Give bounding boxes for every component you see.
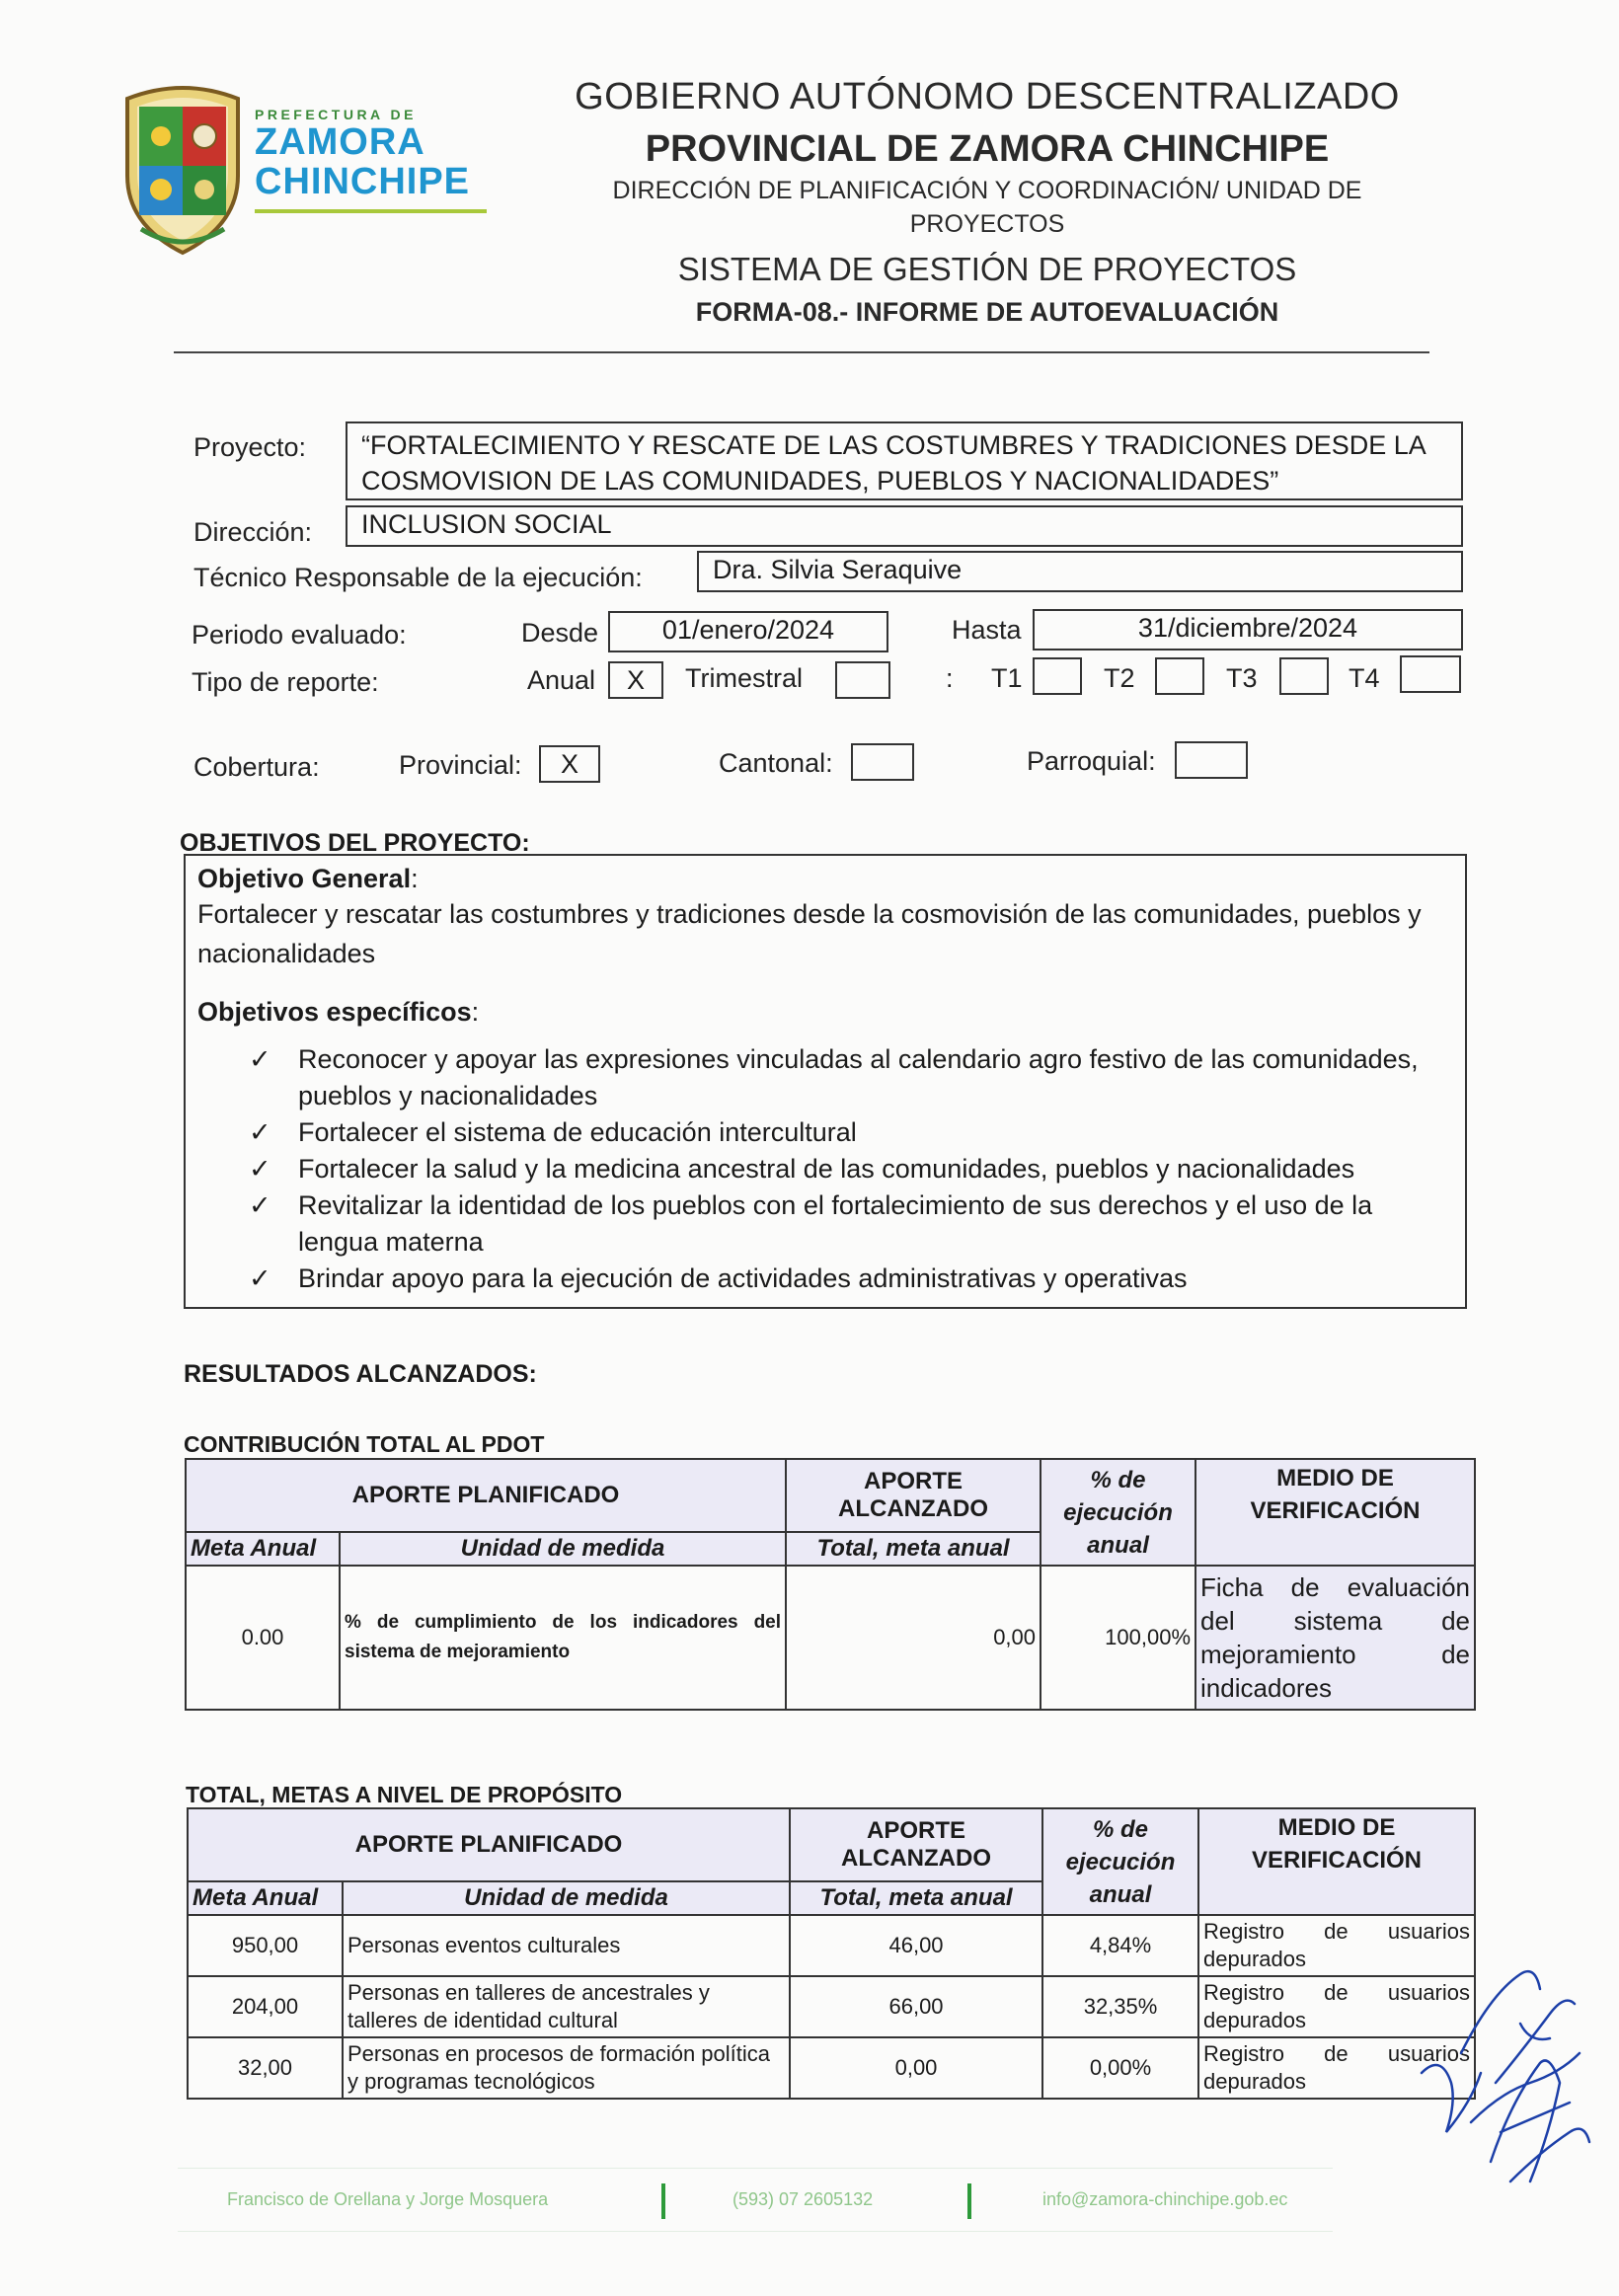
direccion-label: Dirección:	[193, 517, 313, 547]
parroquial-label: Parroquial:	[1027, 746, 1156, 776]
footer-email: info@zamora-chinchipe.gob.ec	[1042, 2189, 1288, 2209]
footer-separator	[661, 2183, 665, 2219]
aporte-alcanzado-header: APORTE ALCANZADO	[786, 1459, 1041, 1532]
meta-cell: 204,00	[188, 1976, 343, 2037]
pct-ejecucion-header	[1042, 1808, 1198, 1915]
brand-zamora: ZAMORA	[255, 121, 425, 163]
pct-header-line: ejecución	[1063, 1498, 1173, 1526]
list-item	[197, 1261, 1453, 1297]
proyecto-line-2: COSMOVISION DE LAS COMUNIDADES, PUEBLOS Y NACIONALIDADES”	[361, 466, 1279, 496]
meta-anual-header: Meta Anual	[188, 1881, 343, 1915]
proyecto-line-1: “FORTALECIMIENTO Y RESCATE DE LAS COSTUMBRES Y TRADICIONES DESDE LA	[361, 430, 1426, 460]
pdot-unidad-text: % de cumplimiento de los indicadores del sistema de mejoramiento	[345, 1612, 782, 1662]
tecnico-field: Dra. Silvia Seraquive	[697, 551, 1463, 592]
aporte-planificado-header: APORTE PLANIFICADO	[186, 1459, 786, 1532]
provincial-label: Provincial:	[399, 750, 522, 780]
pdot-pct-cell: 100,00%	[1041, 1566, 1195, 1710]
footer-phone: (593) 07 2605132	[732, 2189, 874, 2209]
objetivos-especificos-list	[197, 1041, 1453, 1297]
check-icon: ✓	[249, 1154, 271, 1184]
objetivos-box	[184, 854, 1467, 1309]
list-item	[197, 1187, 1453, 1261]
medio-verificacion-header	[1195, 1459, 1475, 1566]
table-row	[188, 1976, 1475, 2037]
cobertura-label: Cobertura:	[193, 752, 320, 782]
pct-cell: 4,84%	[1042, 1915, 1198, 1976]
medio-cell: Registro de usuarios depurados	[1198, 1976, 1475, 2037]
table-row	[188, 2037, 1475, 2099]
medio-header-line: MEDIO DE	[1276, 1465, 1394, 1492]
pct-ejecucion-header	[1041, 1459, 1195, 1566]
footer-rule	[178, 2231, 1333, 2232]
pct-header-line: anual	[1089, 1880, 1152, 1908]
list-item	[197, 1041, 1453, 1114]
hasta-label: Hasta	[952, 615, 1022, 645]
objetivo-general-label	[197, 864, 1453, 894]
direccion-field: INCLUSION SOCIAL	[346, 505, 1463, 547]
objetivo-general-text: Fortalecer y rescatar las costumbres y tradiciones desde la cosmovisión de las comunidades, pueblos y nacionalidades	[197, 899, 1422, 968]
list-item	[197, 1151, 1453, 1187]
pct-header-line: % de	[1093, 1815, 1149, 1843]
unidad-cell: Personas en talleres de ancestrales y talleres de identidad cultural	[343, 1976, 790, 2037]
objetivos-especificos-heading: Objetivos específicos	[197, 997, 472, 1027]
check-icon: ✓	[249, 1117, 271, 1147]
pct-cell: 0,00%	[1042, 2037, 1198, 2099]
objetivo-item-text: Revitalizar la identidad de los pueblos con el fortalecimiento de sus derechos y el uso de la lengua materna	[298, 1190, 1373, 1257]
objetivos-especificos-colon: :	[471, 997, 480, 1027]
t4-checkbox	[1400, 655, 1461, 693]
meta-anual-header: Meta Anual	[186, 1532, 340, 1566]
medio-header-line: VERIFICACIÓN	[1250, 1497, 1421, 1524]
handwritten-signature	[1402, 1935, 1599, 2231]
desde-field: 01/enero/2024	[608, 611, 888, 652]
medio-cell: Registro de usuarios depurados	[1198, 2037, 1475, 2099]
pdot-unidad-cell	[340, 1566, 786, 1710]
meta-cell: 32,00	[188, 2037, 343, 2099]
proyecto-label: Proyecto:	[193, 432, 307, 462]
periodo-label: Periodo evaluado:	[192, 620, 407, 650]
proyecto-field	[346, 421, 1463, 500]
unidad-cell: Personas eventos culturales	[343, 1915, 790, 1976]
header-direccion: DIRECCIÓN DE PLANIFICACIÓN Y COORDINACIÓN/ UNIDAD DE	[612, 177, 1362, 204]
aporte-planificado-header: APORTE PLANIFICADO	[188, 1808, 790, 1881]
meta-cell: 950,00	[188, 1915, 343, 1976]
trimestral-label: Trimestral	[685, 663, 803, 693]
medio-header-line: VERIFICACIÓN	[1252, 1847, 1423, 1874]
footer-separator	[967, 2183, 971, 2219]
objetivo-item-text: Fortalecer la salud y la medicina ancestral de las comunidades, pueblos y nacionalidades	[298, 1154, 1355, 1184]
check-icon: ✓	[249, 1044, 271, 1074]
header-provincial: PROVINCIAL DE ZAMORA CHINCHIPE	[645, 128, 1330, 170]
list-item	[197, 1114, 1453, 1151]
provincial-checkbox: X	[539, 745, 600, 783]
header-sistema: SISTEMA DE GESTIÓN DE PROYECTOS	[677, 251, 1297, 287]
alcanzado-cell: 66,00	[790, 1976, 1042, 2037]
unidad-medida-header: Unidad de medida	[340, 1532, 786, 1566]
trimestral-checkbox	[835, 661, 890, 699]
objetivos-especificos-label	[197, 997, 1453, 1028]
t2-checkbox	[1155, 657, 1204, 695]
alcanzado-cell: 46,00	[790, 1915, 1042, 1976]
t4-label: T4	[1349, 663, 1380, 693]
table-row	[186, 1566, 1475, 1710]
header-divider	[174, 351, 1429, 353]
page-footer	[178, 2168, 1362, 2237]
anual-checkbox: X	[608, 661, 663, 699]
cantonal-label: Cantonal:	[719, 748, 833, 778]
brand-prefix: PREFECTURA DE	[255, 107, 417, 122]
desde-label: Desde	[521, 618, 599, 648]
pdot-medio-cell: Ficha de evaluación del sistema de mejoramiento de indicadores	[1195, 1566, 1475, 1710]
unidad-cell: Personas en procesos de formación política y programas tecnológicos	[343, 2037, 790, 2099]
table-row	[188, 1915, 1475, 1976]
hasta-field: 31/diciembre/2024	[1033, 609, 1463, 651]
t2-label: T2	[1104, 663, 1135, 693]
total-meta-header: Total, meta anual	[786, 1532, 1041, 1566]
objetivo-general-heading: Objetivo General	[197, 864, 412, 893]
tipo-colon: :	[946, 663, 954, 693]
header-forma: FORMA-08.- INFORME DE AUTOEVALUACIÓN	[695, 297, 1279, 327]
brand-chinchipe: CHINCHIPE	[255, 161, 471, 202]
t1-checkbox	[1033, 657, 1082, 695]
check-icon: ✓	[249, 1190, 271, 1220]
header-gobierno: GOBIERNO AUTÓNOMO DESCENTRALIZADO	[575, 76, 1400, 117]
pdot-table	[185, 1458, 1476, 1711]
check-icon: ✓	[249, 1263, 271, 1293]
aporte-alcanzado-header: APORTE ALCANZADO	[790, 1808, 1042, 1881]
anual-label: Anual	[527, 665, 596, 695]
objetivo-item-text: Reconocer y apoyar las expresiones vinculadas al calendario agro festivo de las comunidades, pueblos y nacionalidades	[298, 1044, 1419, 1110]
pct-header-line: ejecución	[1065, 1848, 1176, 1875]
brand-underline	[255, 209, 487, 213]
t1-label: T1	[991, 663, 1023, 693]
objetivo-general-colon: :	[411, 864, 419, 893]
objetivos-title: OBJETIVOS DEL PROYECTO:	[180, 829, 530, 857]
footer-address: Francisco de Orellana y Jorge Mosquera	[227, 2189, 549, 2209]
total-meta-header: Total, meta anual	[790, 1881, 1042, 1915]
header-direccion-2: PROYECTOS	[909, 210, 1065, 238]
pdot-alcanzado-cell: 0,00	[786, 1566, 1041, 1710]
medio-verificacion-header	[1198, 1808, 1475, 1915]
resultados-title: RESULTADOS ALCANZADOS:	[184, 1360, 537, 1388]
pct-cell: 32,35%	[1042, 1976, 1198, 2037]
pct-header-line: % de	[1090, 1466, 1146, 1493]
alcanzado-cell: 0,00	[790, 2037, 1042, 2099]
t3-label: T3	[1226, 663, 1258, 693]
proposito-title: TOTAL, METAS A NIVEL DE PROPÓSITO	[186, 1782, 623, 1807]
tipo-reporte-label: Tipo de reporte:	[192, 667, 379, 697]
cantonal-checkbox	[851, 743, 914, 781]
brand-wordmark	[255, 107, 501, 213]
document-header	[553, 69, 1422, 330]
parroquial-checkbox	[1175, 741, 1248, 779]
medio-header-line: MEDIO DE	[1277, 1814, 1396, 1841]
proposito-table	[187, 1807, 1476, 2100]
footer-rule	[178, 2168, 1333, 2169]
objetivo-item-text: Fortalecer el sistema de educación intercultural	[298, 1117, 857, 1147]
medio-cell: Registro de usuarios depurados	[1198, 1915, 1475, 1976]
pdot-meta-cell: 0.00	[186, 1566, 340, 1710]
objetivo-item-text: Brindar apoyo para la ejecución de actividades administrativas y operativas	[298, 1263, 1188, 1293]
t3-checkbox	[1279, 657, 1329, 695]
pct-header-line: anual	[1087, 1531, 1149, 1559]
tecnico-label: Técnico Responsable de la ejecución:	[193, 563, 643, 592]
unidad-medida-header: Unidad de medida	[343, 1881, 790, 1915]
prefectura-shield-logo	[114, 81, 252, 259]
pdot-title: CONTRIBUCIÓN TOTAL AL PDOT	[184, 1431, 545, 1457]
